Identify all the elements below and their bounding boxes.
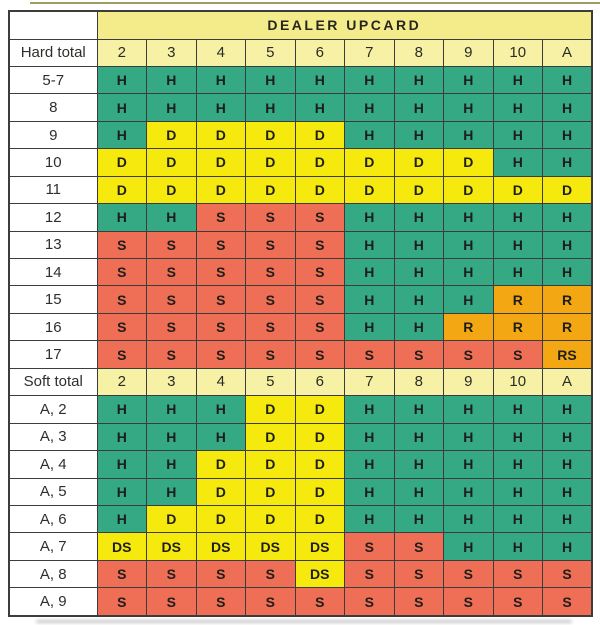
action-cell: H xyxy=(543,396,593,423)
action-cell: D xyxy=(246,396,296,423)
action-cell: D xyxy=(345,149,395,176)
hand-total-label: 5-7 xyxy=(9,66,97,93)
strategy-row xyxy=(9,259,592,286)
hand-total-label: A, 4 xyxy=(9,451,97,478)
action-cell: D xyxy=(147,149,197,176)
upcard-header-cell: 9 xyxy=(444,39,494,66)
section-header-label: Hard total xyxy=(9,39,97,66)
action-cell: H xyxy=(444,533,494,560)
action-cell: D xyxy=(345,176,395,203)
action-cell: H xyxy=(345,478,395,505)
section-header-row xyxy=(9,368,592,395)
upcard-header-cell: 5 xyxy=(246,368,296,395)
action-cell: R xyxy=(543,313,593,340)
action-cell: H xyxy=(196,423,246,450)
hand-total-label: A, 7 xyxy=(9,533,97,560)
action-cell: H xyxy=(394,423,444,450)
action-cell: H xyxy=(543,533,593,560)
strategy-row xyxy=(9,341,592,368)
action-cell: D xyxy=(97,149,147,176)
action-cell: H xyxy=(147,94,197,121)
action-cell: H xyxy=(444,204,494,231)
action-cell: H xyxy=(345,286,395,313)
action-cell: S xyxy=(394,588,444,616)
hand-total-label: 9 xyxy=(9,121,97,148)
action-cell: H xyxy=(543,505,593,532)
strategy-row xyxy=(9,451,592,478)
action-cell: H xyxy=(543,259,593,286)
action-cell: D xyxy=(196,121,246,148)
action-cell: S xyxy=(295,204,345,231)
strategy-row xyxy=(9,149,592,176)
action-cell: S xyxy=(147,286,197,313)
action-cell: H xyxy=(493,505,543,532)
action-cell: H xyxy=(394,478,444,505)
action-cell: H xyxy=(493,94,543,121)
action-cell: H xyxy=(295,94,345,121)
action-cell: H xyxy=(345,94,395,121)
action-cell: D xyxy=(196,176,246,203)
strategy-row xyxy=(9,396,592,423)
action-cell: H xyxy=(345,505,395,532)
section-header-label: Soft total xyxy=(9,368,97,395)
action-cell: H xyxy=(196,94,246,121)
action-cell: S xyxy=(444,341,494,368)
upcard-header-cell: 5 xyxy=(246,39,296,66)
action-cell: S xyxy=(394,533,444,560)
action-cell: H xyxy=(97,505,147,532)
action-cell: H xyxy=(543,204,593,231)
action-cell: H xyxy=(147,204,197,231)
action-cell: D xyxy=(394,149,444,176)
upcard-header-cell: 10 xyxy=(493,39,543,66)
upcard-header-cell: 7 xyxy=(345,39,395,66)
action-cell: H xyxy=(394,259,444,286)
action-cell: S xyxy=(444,588,494,616)
action-cell: D xyxy=(147,505,197,532)
action-cell: H xyxy=(444,478,494,505)
action-cell: H xyxy=(97,396,147,423)
hand-total-label: 17 xyxy=(9,341,97,368)
action-cell: H xyxy=(394,66,444,93)
action-cell: H xyxy=(493,423,543,450)
action-cell: D xyxy=(246,149,296,176)
action-cell: S xyxy=(147,341,197,368)
action-cell: S xyxy=(295,341,345,368)
action-cell: D xyxy=(295,121,345,148)
action-cell: S xyxy=(147,560,197,587)
action-cell: D xyxy=(246,451,296,478)
action-cell: H xyxy=(345,231,395,258)
action-cell: H xyxy=(97,66,147,93)
action-cell: H xyxy=(543,451,593,478)
upcard-header-cell: A xyxy=(543,39,593,66)
action-cell: S xyxy=(246,204,296,231)
banner-row xyxy=(9,11,592,39)
upcard-header-cell: 4 xyxy=(196,368,246,395)
action-cell: H xyxy=(345,451,395,478)
action-cell: D xyxy=(196,478,246,505)
action-cell: H xyxy=(345,313,395,340)
action-cell: S xyxy=(295,313,345,340)
action-cell: H xyxy=(543,478,593,505)
action-cell: H xyxy=(394,121,444,148)
action-cell: H xyxy=(147,66,197,93)
action-cell: D xyxy=(444,176,494,203)
upcard-header-cell: 8 xyxy=(394,368,444,395)
action-cell: H xyxy=(394,313,444,340)
action-cell: H xyxy=(493,451,543,478)
action-cell: H xyxy=(345,259,395,286)
action-cell: D xyxy=(444,149,494,176)
action-cell: D xyxy=(97,176,147,203)
action-cell: S xyxy=(196,204,246,231)
upcard-header-cell: 2 xyxy=(97,39,147,66)
strategy-row xyxy=(9,121,592,148)
action-cell: H xyxy=(246,66,296,93)
action-cell: S xyxy=(246,560,296,587)
action-cell: H xyxy=(444,94,494,121)
upcard-header-cell: 3 xyxy=(147,39,197,66)
action-cell: S xyxy=(444,560,494,587)
action-cell: H xyxy=(543,94,593,121)
action-cell: S xyxy=(196,231,246,258)
action-cell: S xyxy=(196,341,246,368)
action-cell: S xyxy=(295,588,345,616)
action-cell: H xyxy=(444,286,494,313)
action-cell: D xyxy=(246,121,296,148)
action-cell: D xyxy=(147,121,197,148)
hand-total-label: 15 xyxy=(9,286,97,313)
action-cell: S xyxy=(97,588,147,616)
hand-total-label: A, 3 xyxy=(9,423,97,450)
action-cell: S xyxy=(246,313,296,340)
strategy-row xyxy=(9,478,592,505)
upcard-header-cell: 10 xyxy=(493,368,543,395)
action-cell: H xyxy=(97,204,147,231)
action-cell: D xyxy=(295,149,345,176)
upcard-header-cell: 7 xyxy=(345,368,395,395)
strategy-row xyxy=(9,231,592,258)
action-cell: D xyxy=(196,451,246,478)
action-cell: D xyxy=(295,478,345,505)
action-cell: DS xyxy=(147,533,197,560)
action-cell: H xyxy=(444,66,494,93)
hand-total-label: 11 xyxy=(9,176,97,203)
action-cell: H xyxy=(543,66,593,93)
action-cell: S xyxy=(147,313,197,340)
action-cell: H xyxy=(345,396,395,423)
action-cell: H xyxy=(493,396,543,423)
action-cell: H xyxy=(543,149,593,176)
action-cell: H xyxy=(444,505,494,532)
action-cell: D xyxy=(295,176,345,203)
action-cell: R xyxy=(444,313,494,340)
action-cell: H xyxy=(345,66,395,93)
upcard-header-cell: 6 xyxy=(295,368,345,395)
action-cell: S xyxy=(147,588,197,616)
upcard-header-cell: 9 xyxy=(444,368,494,395)
action-cell: H xyxy=(493,478,543,505)
strategy-table xyxy=(8,10,593,617)
action-cell: H xyxy=(493,259,543,286)
action-cell: S xyxy=(543,588,593,616)
strategy-table-body xyxy=(9,39,592,616)
action-cell: H xyxy=(394,286,444,313)
hand-total-label: 16 xyxy=(9,313,97,340)
action-cell: H xyxy=(543,121,593,148)
action-cell: S xyxy=(345,341,395,368)
action-cell: S xyxy=(394,341,444,368)
action-cell: D xyxy=(196,149,246,176)
strategy-row xyxy=(9,423,592,450)
hand-total-label: 8 xyxy=(9,94,97,121)
action-cell: D xyxy=(246,505,296,532)
action-cell: H xyxy=(493,149,543,176)
strategy-row xyxy=(9,176,592,203)
action-cell: S xyxy=(196,588,246,616)
action-cell: S xyxy=(246,286,296,313)
action-cell: D xyxy=(147,176,197,203)
action-cell: H xyxy=(97,121,147,148)
hand-total-label: A, 9 xyxy=(9,588,97,616)
action-cell: H xyxy=(97,423,147,450)
action-cell: S xyxy=(97,560,147,587)
action-cell: H xyxy=(493,204,543,231)
action-cell: H xyxy=(444,259,494,286)
action-cell: S xyxy=(493,588,543,616)
action-cell: H xyxy=(394,231,444,258)
action-cell: H xyxy=(345,121,395,148)
action-cell: S xyxy=(196,560,246,587)
action-cell: D xyxy=(196,505,246,532)
action-cell: S xyxy=(97,259,147,286)
action-cell: S xyxy=(97,341,147,368)
action-cell: S xyxy=(246,588,296,616)
hand-total-label: 14 xyxy=(9,259,97,286)
action-cell: H xyxy=(97,478,147,505)
action-cell: S xyxy=(196,313,246,340)
action-cell: D xyxy=(246,176,296,203)
action-cell: S xyxy=(147,259,197,286)
action-cell: R xyxy=(543,286,593,313)
upcard-header-cell: 4 xyxy=(196,39,246,66)
action-cell: R xyxy=(493,286,543,313)
action-cell: H xyxy=(97,94,147,121)
action-cell: S xyxy=(295,286,345,313)
action-cell: S xyxy=(246,231,296,258)
action-cell: H xyxy=(196,396,246,423)
hand-total-label: A, 8 xyxy=(9,560,97,587)
action-cell: D xyxy=(246,478,296,505)
action-cell: H xyxy=(97,451,147,478)
action-cell: S xyxy=(196,286,246,313)
action-cell: H xyxy=(394,204,444,231)
hand-total-label: 10 xyxy=(9,149,97,176)
action-cell: S xyxy=(147,231,197,258)
action-cell: H xyxy=(394,451,444,478)
action-cell: DS xyxy=(295,533,345,560)
action-cell: S xyxy=(543,560,593,587)
action-cell: H xyxy=(493,533,543,560)
upcard-header-cell: 6 xyxy=(295,39,345,66)
action-cell: H xyxy=(147,423,197,450)
action-cell: H xyxy=(543,423,593,450)
action-cell: S xyxy=(295,259,345,286)
action-cell: DS xyxy=(295,560,345,587)
strategy-row xyxy=(9,505,592,532)
hand-total-label: A, 2 xyxy=(9,396,97,423)
action-cell: H xyxy=(444,451,494,478)
strategy-row xyxy=(9,66,592,93)
action-cell: R xyxy=(493,313,543,340)
action-cell: D xyxy=(246,423,296,450)
action-cell: H xyxy=(394,94,444,121)
action-cell: S xyxy=(97,286,147,313)
action-cell: H xyxy=(493,231,543,258)
action-cell: H xyxy=(147,478,197,505)
action-cell: DS xyxy=(196,533,246,560)
action-cell: S xyxy=(345,533,395,560)
action-cell: S xyxy=(196,259,246,286)
hand-total-label: 13 xyxy=(9,231,97,258)
upcard-header-cell: A xyxy=(543,368,593,395)
upcard-header-cell: 8 xyxy=(394,39,444,66)
action-cell: S xyxy=(345,588,395,616)
action-cell: D xyxy=(543,176,593,203)
strategy-row xyxy=(9,313,592,340)
action-cell: H xyxy=(444,423,494,450)
action-cell: D xyxy=(295,505,345,532)
action-cell: H xyxy=(444,396,494,423)
action-cell: D xyxy=(394,176,444,203)
action-cell: S xyxy=(246,341,296,368)
bottom-shadow xyxy=(36,620,572,623)
action-cell: D xyxy=(493,176,543,203)
strategy-row xyxy=(9,286,592,313)
action-cell: H xyxy=(246,94,296,121)
action-cell: S xyxy=(345,560,395,587)
action-cell: S xyxy=(246,259,296,286)
action-cell: DS xyxy=(97,533,147,560)
action-cell: S xyxy=(493,341,543,368)
strategy-row xyxy=(9,533,592,560)
action-cell: DS xyxy=(246,533,296,560)
action-cell: H xyxy=(147,451,197,478)
corner-cell xyxy=(9,11,97,39)
upcard-header-cell: 2 xyxy=(97,368,147,395)
action-cell: H xyxy=(444,121,494,148)
action-cell: H xyxy=(394,396,444,423)
action-cell: H xyxy=(493,66,543,93)
dealer-upcard-banner: DEALER UPCARD xyxy=(97,11,592,39)
action-cell: RS xyxy=(543,341,593,368)
upcard-header-cell: 3 xyxy=(147,368,197,395)
action-cell: H xyxy=(196,66,246,93)
hand-total-label: 12 xyxy=(9,204,97,231)
action-cell: H xyxy=(147,396,197,423)
strategy-row xyxy=(9,94,592,121)
action-cell: D xyxy=(295,451,345,478)
action-cell: H xyxy=(394,505,444,532)
top-crop-artifact xyxy=(30,2,600,4)
action-cell: D xyxy=(295,396,345,423)
strategy-row xyxy=(9,204,592,231)
action-cell: S xyxy=(493,560,543,587)
hand-total-label: A, 5 xyxy=(9,478,97,505)
strategy-row xyxy=(9,560,592,587)
action-cell: H xyxy=(543,231,593,258)
action-cell: H xyxy=(345,423,395,450)
action-cell: H xyxy=(493,121,543,148)
action-cell: H xyxy=(345,204,395,231)
action-cell: H xyxy=(295,66,345,93)
action-cell: H xyxy=(444,231,494,258)
action-cell: S xyxy=(97,231,147,258)
action-cell: S xyxy=(295,231,345,258)
hand-total-label: A, 6 xyxy=(9,505,97,532)
section-header-row xyxy=(9,39,592,66)
action-cell: S xyxy=(97,313,147,340)
action-cell: D xyxy=(295,423,345,450)
action-cell: S xyxy=(394,560,444,587)
strategy-row xyxy=(9,588,592,616)
